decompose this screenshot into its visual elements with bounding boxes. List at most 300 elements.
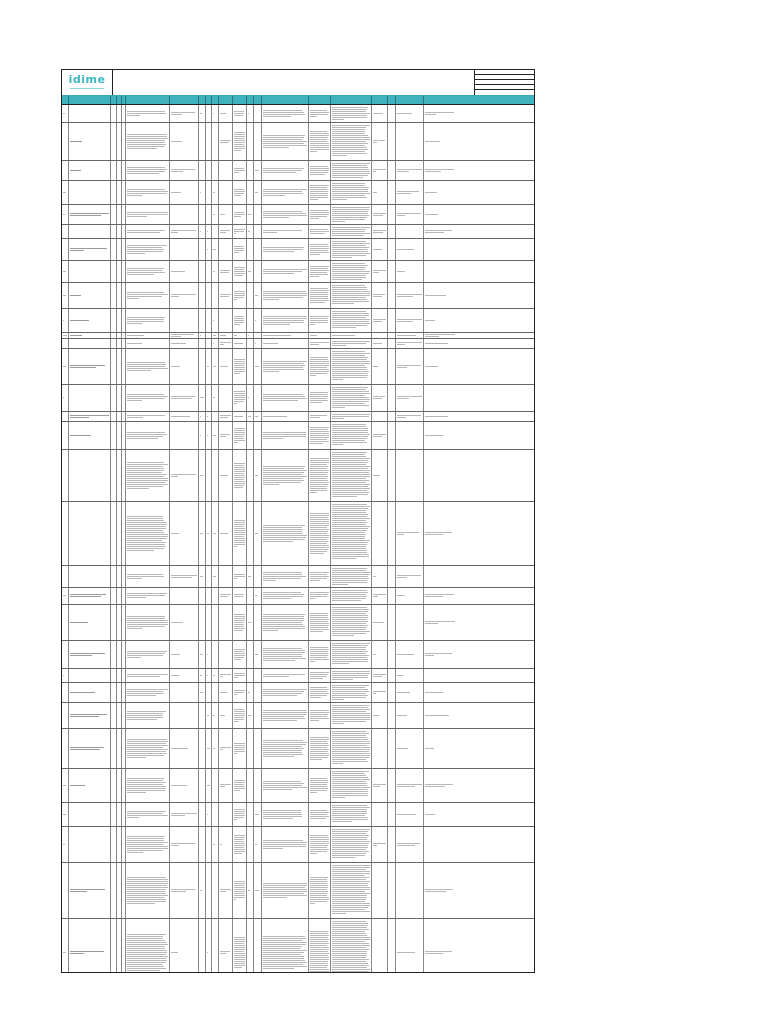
table-cell-descripcion (126, 827, 170, 862)
text-line (213, 748, 215, 749)
text-line (310, 814, 327, 815)
table-cell-proceso (69, 863, 111, 918)
table-cell-l (396, 123, 424, 160)
table-cell-k (388, 605, 396, 640)
table-cell-fundamento (309, 641, 331, 668)
text-line (263, 648, 302, 649)
text-line (373, 272, 379, 273)
text-line (310, 661, 315, 662)
table-cell-l (396, 181, 424, 204)
table-row (62, 703, 534, 729)
text-line (127, 842, 168, 843)
text-line (332, 135, 368, 136)
text-line (263, 576, 306, 577)
text-line (373, 715, 379, 716)
table-cell-fundamento (309, 333, 331, 338)
text-line (310, 270, 329, 271)
text-line (127, 548, 164, 549)
text-line (332, 397, 369, 398)
text-line (70, 891, 87, 892)
text-line (332, 787, 370, 788)
text-line (234, 189, 244, 190)
text-line (332, 855, 365, 856)
table-cell-k (388, 863, 396, 918)
table-cell-fundamento (309, 161, 331, 180)
text-line (310, 320, 328, 321)
text-line (255, 366, 259, 367)
table-cell-i (254, 703, 262, 728)
text-line (263, 614, 305, 615)
text-line (234, 399, 245, 400)
text-line (234, 574, 245, 575)
table-cell-fundamento (309, 803, 331, 826)
text-line (127, 846, 168, 847)
table-cell-d (199, 502, 206, 565)
table-cell-l (396, 827, 424, 862)
text-line (310, 478, 327, 479)
table-cell-l (396, 863, 424, 918)
column-header-n (62, 96, 69, 104)
text-line (234, 252, 239, 253)
table-row (62, 261, 534, 283)
text-line (310, 877, 328, 878)
text-line (127, 232, 160, 233)
table-cell-n (62, 283, 69, 308)
text-line (263, 480, 304, 481)
text-line (332, 645, 368, 646)
table-cell-responsable (262, 641, 309, 668)
text-line (373, 674, 386, 675)
table-cell-idioma (233, 239, 247, 260)
text-line (234, 883, 245, 884)
table-cell-l (396, 502, 424, 565)
text-line (332, 490, 367, 491)
text-line (127, 474, 167, 475)
table-cell-descripcion (126, 105, 170, 122)
text-line (373, 622, 384, 623)
text-line (127, 343, 142, 344)
text-line (397, 344, 405, 345)
text-line (332, 548, 366, 549)
text-line (207, 435, 208, 436)
text-line (263, 624, 303, 625)
table-cell-i (254, 123, 262, 160)
text-line (310, 835, 328, 836)
text-line (127, 321, 164, 322)
table-cell-soporte (170, 339, 199, 348)
text-line (310, 788, 328, 789)
text-line (310, 745, 329, 746)
table-cell-descripcion (126, 123, 170, 160)
text-line (263, 893, 304, 894)
text-line (220, 272, 229, 273)
table-cell-k (388, 919, 396, 973)
text-line (70, 215, 101, 216)
text-line (332, 969, 370, 970)
text-line (263, 887, 305, 888)
text-line (234, 951, 244, 952)
table-cell-l (396, 349, 424, 384)
text-line (171, 843, 195, 844)
text-line (310, 197, 328, 198)
table-cell-excepcion (331, 641, 372, 668)
text-line (332, 526, 370, 527)
table-cell-soporte (170, 205, 199, 224)
table-cell-l (396, 605, 424, 640)
text-line (127, 462, 164, 463)
text-line (332, 494, 368, 495)
text-line (332, 476, 370, 477)
text-line (220, 335, 226, 336)
text-line (310, 574, 327, 575)
text-line (332, 524, 366, 525)
text-line (127, 695, 156, 696)
text-line (127, 877, 166, 878)
text-line (310, 743, 328, 744)
table-cell-excepcion (331, 588, 372, 604)
text-line (332, 291, 370, 292)
text-line (220, 417, 228, 418)
text-line (234, 659, 241, 660)
text-line (200, 192, 201, 193)
table-cell-n (62, 450, 69, 501)
text-line (127, 713, 163, 714)
table-cell-d (199, 669, 206, 682)
text-line (248, 214, 251, 215)
table-cell-fundamento (309, 123, 331, 160)
text-line (127, 942, 167, 943)
text-line (127, 362, 165, 363)
text-line (127, 488, 149, 489)
text-line (310, 881, 327, 882)
table-cell-f (212, 641, 219, 668)
text-line (263, 112, 304, 113)
text-line (332, 199, 347, 200)
table-cell-m (424, 239, 456, 260)
text-line (397, 294, 422, 295)
text-line (234, 788, 245, 789)
text-line (127, 717, 163, 718)
document-header (62, 70, 534, 96)
text-line (263, 660, 295, 661)
text-line (332, 797, 345, 798)
text-line (310, 678, 323, 679)
text-line (213, 366, 216, 367)
text-line (234, 839, 244, 840)
text-line (332, 576, 368, 577)
table-cell-fundamento (309, 566, 331, 587)
table-cell-descripcion (126, 502, 170, 565)
text-line (263, 754, 303, 755)
text-line (255, 475, 258, 476)
text-line (332, 215, 369, 216)
text-line (332, 584, 348, 585)
text-line (234, 630, 243, 631)
text-line (332, 699, 344, 700)
table-cell-k (388, 803, 396, 826)
text-line (310, 549, 328, 550)
text-line (332, 623, 366, 624)
text-line (171, 171, 183, 172)
text-line (263, 299, 279, 300)
text-line (127, 936, 163, 937)
text-line (310, 553, 324, 554)
text-line (63, 952, 66, 953)
table-cell-n (62, 641, 69, 668)
text-line (332, 659, 368, 660)
text-line (234, 233, 236, 234)
text-line (332, 923, 368, 924)
text-line (220, 844, 222, 845)
table-cell-soporte (170, 422, 199, 449)
text-line (332, 255, 366, 256)
text-line (310, 853, 317, 854)
text-line (263, 249, 303, 250)
column-header-g (219, 96, 233, 104)
text-line (310, 782, 328, 783)
text-line (332, 289, 367, 290)
text-line (332, 793, 368, 794)
table-row (62, 283, 534, 309)
text-line (234, 624, 244, 625)
table-cell-h (247, 349, 254, 384)
text-line (234, 322, 244, 323)
table-row (62, 450, 534, 502)
text-line (263, 434, 306, 435)
table-cell-n (62, 919, 69, 973)
text-line (127, 470, 164, 471)
table-cell-n (62, 161, 69, 180)
text-line (200, 692, 203, 693)
text-line (332, 617, 368, 618)
text-line (332, 377, 367, 378)
text-line (332, 480, 369, 481)
text-line (425, 655, 434, 656)
table-cell-h (247, 683, 254, 702)
table-cell-h (247, 385, 254, 411)
table-cell-proceso (69, 205, 111, 224)
text-line (332, 189, 368, 190)
text-line (127, 134, 167, 135)
table-cell-d (199, 588, 206, 604)
text-line (263, 470, 307, 471)
text-line (332, 530, 367, 531)
column-header-d (199, 96, 206, 104)
text-line (127, 903, 155, 904)
text-line (310, 845, 328, 846)
text-line (234, 524, 245, 525)
text-line (332, 325, 367, 326)
text-line (213, 320, 214, 321)
text-line (310, 392, 328, 393)
table-cell-m (424, 769, 456, 802)
table-cell-m (424, 803, 456, 826)
text-line (234, 937, 245, 938)
text-line (234, 434, 245, 435)
text-line (310, 547, 329, 548)
table-cell-fundamento (309, 105, 331, 122)
text-line (70, 365, 105, 366)
text-line (213, 249, 216, 250)
text-line (127, 954, 166, 955)
text-line (263, 818, 293, 819)
text-line (397, 417, 406, 418)
text-line (263, 143, 304, 144)
text-line (127, 676, 160, 677)
text-line (263, 230, 302, 231)
text-line (234, 544, 245, 545)
table-cell-proceso (69, 566, 111, 587)
text-line (127, 245, 167, 246)
text-line (310, 429, 328, 430)
text-line (332, 141, 366, 142)
table-cell-descripcion (126, 803, 170, 826)
text-line (332, 663, 349, 664)
table-cell-d (199, 161, 206, 180)
text-line (234, 142, 245, 143)
table-cell-descripcion (126, 261, 170, 282)
table-cell-g (219, 339, 233, 348)
text-line (127, 844, 163, 845)
text-line (332, 685, 369, 686)
text-line (213, 435, 216, 436)
text-line (207, 748, 210, 749)
text-line (263, 320, 304, 321)
text-line (310, 778, 327, 779)
text-line (263, 958, 304, 959)
text-line (310, 543, 327, 544)
table-row (62, 239, 534, 261)
text-line (127, 958, 167, 959)
text-line (310, 971, 329, 972)
table-cell-k (388, 161, 396, 180)
text-line (310, 324, 315, 325)
table-cell-f (212, 333, 219, 338)
column-header-h (247, 96, 254, 104)
table-cell-j (372, 502, 388, 565)
text-line (332, 107, 368, 108)
table-cell-idioma (233, 703, 247, 728)
text-line (263, 416, 287, 417)
text-line (127, 891, 165, 892)
text-line (310, 110, 327, 111)
text-line (332, 335, 355, 336)
text-line (332, 871, 370, 872)
text-line (220, 142, 229, 143)
table-cell-k (388, 729, 396, 768)
table-cell-h (247, 803, 254, 826)
table-cell-descripcion (126, 239, 170, 260)
text-line (127, 948, 165, 949)
text-line (234, 690, 245, 691)
text-line (332, 319, 370, 320)
text-line (234, 195, 241, 196)
text-line (310, 780, 328, 781)
table-cell-responsable (262, 385, 309, 411)
text-line (263, 472, 304, 473)
text-line (234, 945, 245, 946)
text-line (310, 617, 328, 618)
text-line (310, 839, 329, 840)
text-line (263, 466, 305, 467)
table-cell-descripcion (126, 729, 170, 768)
text-line (234, 655, 245, 656)
text-line (263, 168, 304, 169)
text-line (310, 231, 329, 232)
text-line (332, 885, 368, 886)
text-line (263, 251, 294, 252)
text-line (310, 739, 329, 740)
text-line (310, 714, 328, 715)
text-line (425, 953, 443, 954)
text-line (332, 580, 367, 581)
table-cell-descripcion (126, 605, 170, 640)
text-line (332, 109, 367, 110)
table-cell-d (199, 412, 206, 421)
text-line (310, 344, 319, 345)
text-line (234, 819, 237, 820)
text-line (234, 267, 245, 268)
table-cell-responsable (262, 729, 309, 768)
table-cell-i (254, 502, 262, 565)
text-line (332, 139, 370, 140)
table-cell-excepcion (331, 349, 372, 384)
text-line (310, 276, 319, 277)
table-cell-j (372, 123, 388, 160)
table-row (62, 349, 534, 385)
table-cell-h (247, 450, 254, 501)
text-line (332, 837, 367, 838)
text-line (310, 252, 329, 253)
text-line (127, 653, 165, 654)
text-line (127, 142, 165, 143)
text-line (234, 709, 244, 710)
text-line (332, 721, 366, 722)
text-line (332, 943, 369, 944)
text-line (234, 132, 245, 133)
text-line (234, 144, 244, 145)
text-line (310, 266, 329, 267)
text-line (263, 369, 304, 370)
text-line (332, 434, 370, 435)
table-cell-f (212, 502, 219, 565)
text-line (263, 658, 306, 659)
text-line (332, 913, 346, 914)
table-cell-d (199, 339, 206, 348)
text-line (310, 433, 329, 434)
text-line (310, 899, 329, 900)
text-line (373, 436, 382, 437)
text-line (63, 814, 66, 815)
text-line (127, 970, 160, 971)
table-cell-descripcion (126, 161, 170, 180)
text-line (171, 294, 196, 295)
text-line (171, 232, 178, 233)
text-line (200, 576, 203, 577)
text-line (263, 335, 291, 336)
text-line (373, 343, 382, 344)
text-line (127, 544, 165, 545)
text-line (332, 941, 365, 942)
table-cell-h (247, 161, 254, 180)
text-line (127, 518, 163, 519)
text-line (373, 596, 378, 597)
table-cell-j (372, 309, 388, 332)
text-line (70, 596, 101, 597)
table-cell-f (212, 605, 219, 640)
text-line (332, 953, 367, 954)
text-line (234, 432, 245, 433)
